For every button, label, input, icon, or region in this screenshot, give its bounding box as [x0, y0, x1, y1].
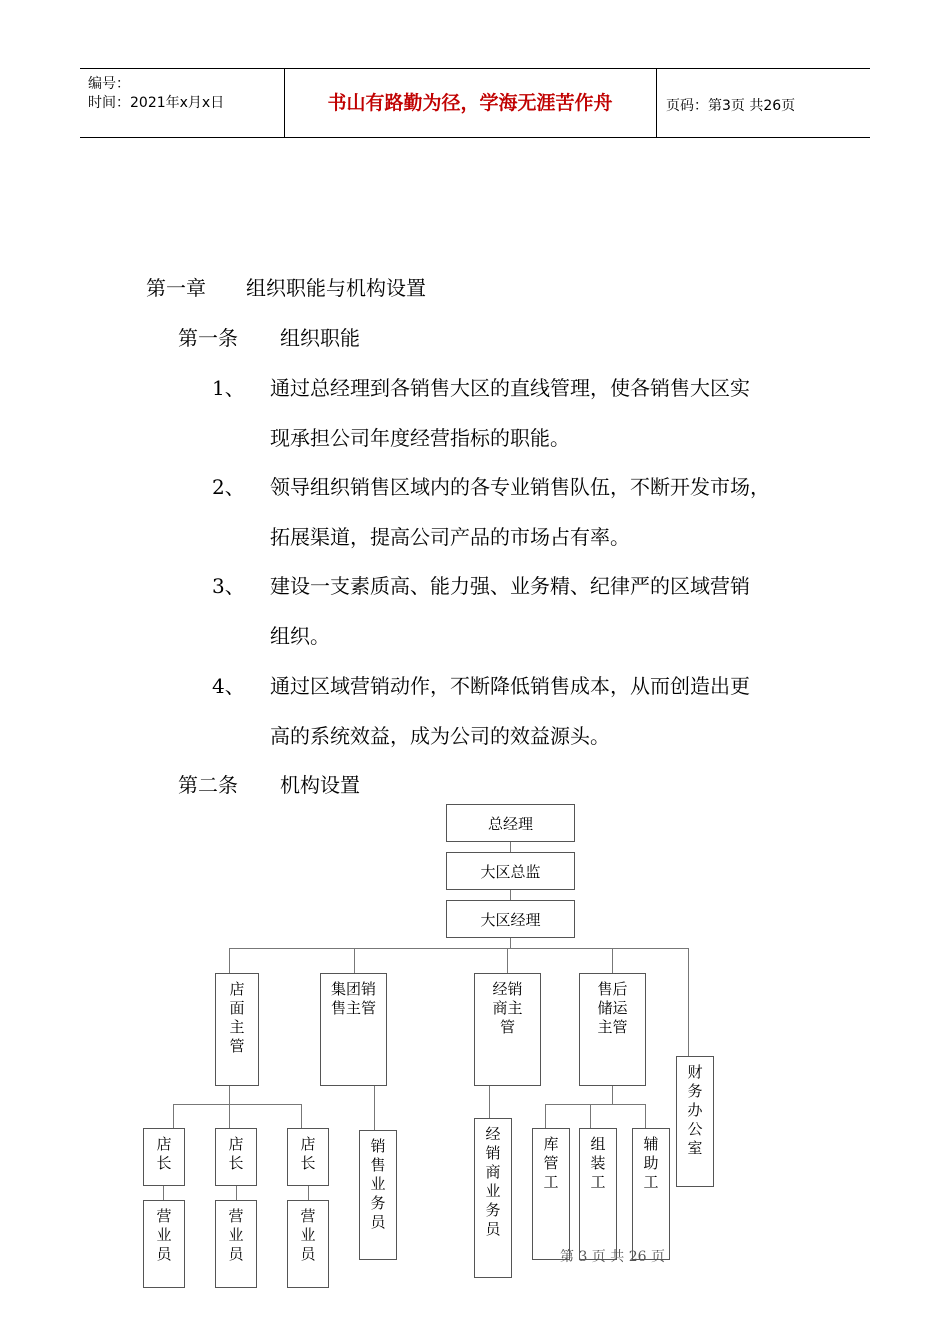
list-item-text: 拓展渠道，提高公司产品的市场占有率。: [270, 525, 630, 549]
list-item-text: 现承担公司年度经营指标的职能。: [270, 426, 570, 450]
connector-line: [173, 1104, 301, 1105]
org-node-salesclerk: 营业员: [143, 1200, 185, 1288]
org-node-store-supervisor: 店面主管: [215, 973, 259, 1086]
org-node-warehouse-worker: 库管工: [532, 1128, 570, 1260]
org-node-general-manager: 总经理: [446, 804, 575, 842]
org-node-assembly-worker: 组装工: [579, 1128, 617, 1260]
org-node-aftersales-supervisor: 售后储运主管: [579, 973, 646, 1086]
connector-line: [229, 1104, 230, 1128]
list-item-number: 4、: [212, 674, 245, 698]
list-item-text: 建设一支素质高、能力强、业务精、纪律严的区域营销: [270, 574, 750, 598]
page-info: 页码：第3页 共26页: [666, 98, 796, 114]
connector-line: [229, 948, 688, 949]
org-node-auxiliary-worker: 辅助工: [632, 1128, 670, 1260]
number-label: 编号：: [88, 76, 130, 92]
connector-line: [545, 1104, 645, 1105]
article-number: 第一条: [178, 326, 238, 350]
org-node-sales-staff: 销售业务员: [359, 1130, 397, 1260]
connector-line: [489, 1085, 490, 1118]
chapter-number: 第一章: [146, 276, 206, 300]
list-item-number: 3、: [212, 574, 245, 598]
header-divider: [656, 69, 657, 137]
org-node-dealer-staff: 经销商业务员: [474, 1118, 512, 1278]
page-header: [80, 68, 870, 138]
org-node-store-manager: 店长: [287, 1128, 329, 1186]
org-node-regional-manager: 大区经理: [446, 900, 575, 938]
list-item-text: 组织。: [270, 624, 330, 648]
connector-line: [163, 1185, 164, 1200]
org-node-salesclerk: 营业员: [215, 1200, 257, 1288]
list-item-text: 通过区域营销动作，不断降低销售成本，从而创造出更: [270, 674, 750, 698]
list-item-text: 领导组织销售区域内的各专业销售队伍，不断开发市场，: [270, 475, 770, 499]
connector-line: [229, 948, 230, 973]
connector-line: [374, 1085, 375, 1130]
list-item-number: 2、: [212, 475, 245, 499]
connector-line: [688, 948, 689, 1056]
connector-line: [236, 1185, 237, 1200]
connector-line: [612, 948, 613, 973]
connector-line: [173, 1104, 174, 1128]
article-number: 第二条: [178, 773, 238, 797]
list-item-text: 高的系统效益，成为公司的效益源头。: [270, 724, 610, 748]
connector-line: [301, 1104, 302, 1128]
connector-line: [590, 1104, 591, 1128]
org-node-store-manager: 店长: [215, 1128, 257, 1186]
header-motto: 书山有路勤为径，学海无涯苦作舟: [327, 92, 613, 114]
page-footer: 第 3 页 共 26 页: [560, 1249, 665, 1265]
connector-line: [507, 948, 508, 973]
org-node-finance-office: 财务办公室: [676, 1056, 714, 1187]
connector-line: [308, 1185, 309, 1200]
org-node-store-manager: 店长: [143, 1128, 185, 1186]
connector-line: [354, 948, 355, 973]
connector-line: [545, 1104, 546, 1128]
list-item-text: 通过总经理到各销售大区的直线管理，使各销售大区实: [270, 376, 750, 400]
connector-line: [229, 1085, 230, 1104]
org-node-dealer-supervisor: 经销商主管: [474, 973, 541, 1086]
org-node-salesclerk: 营业员: [287, 1200, 329, 1288]
org-node-group-sales-supervisor: 集团销售主管: [320, 973, 387, 1086]
article-title: 组织职能: [280, 326, 360, 350]
article-title: 机构设置: [280, 773, 360, 797]
chapter-title: 组织职能与机构设置: [246, 276, 426, 300]
connector-line: [645, 1104, 646, 1128]
connector-line: [612, 1085, 613, 1104]
org-node-regional-director: 大区总监: [446, 852, 575, 890]
connector-line: [510, 937, 511, 948]
time-label: 时间：2021年x月x日: [88, 95, 225, 111]
list-item-number: 1、: [212, 376, 245, 400]
